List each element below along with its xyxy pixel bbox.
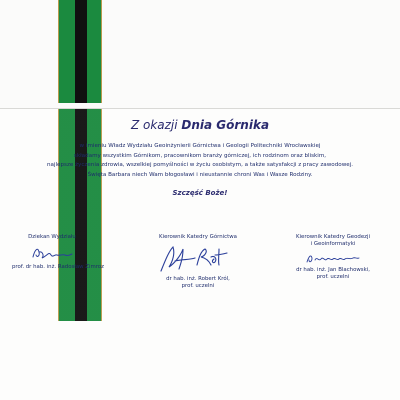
headline-prefix: Z okazji — [130, 118, 182, 132]
handwritten-signature-geodesy-head — [303, 250, 363, 266]
signatory-role: Kierownik Katedry Górnictwa — [159, 234, 237, 240]
message-line: najlepsze życzenia zdrowia, wszelkiej pomyślności w życiu osobistym, a także satysfakcji z pracy zawodowej. — [46, 162, 354, 168]
message-line: Święta Barbara niech Wam błogosławi i nieustannie chroni Was i Wasze Rodziny. — [87, 171, 313, 178]
handwritten-signature-dean — [29, 243, 75, 263]
greeting-text — [0, 118, 400, 197]
signatory-name: prof. dr hab. inż. Radosław Zimroz — [12, 264, 104, 270]
headline-emphasis: Dnia Górnika — [181, 118, 270, 132]
signatory-name: dr hab. inż. Jan Blachowski, — [296, 267, 370, 273]
message-line: w imieniu Władz Wydziału Geoinżynierii Górnictwa i Geologii Politechniki Wrocławskiej — [79, 143, 321, 149]
signatory-role: Kierownik Katedry Geodezji — [296, 234, 370, 240]
signatory-dean — [12, 234, 104, 271]
signatory-role: Dziekan Wydziału — [28, 234, 76, 240]
signatory-geodesy-head — [281, 234, 385, 281]
signatory-mining-head — [143, 234, 253, 290]
mining-ribbon-top — [58, 0, 102, 103]
signatory-title: prof. uczelni — [181, 283, 215, 289]
signatory-name: dr hab. inż. Robert Król, — [166, 276, 230, 282]
greeting-headline — [0, 118, 400, 132]
message-line: składamy wszystkim Górnikom, pracownikom branży górniczej, ich rodzinom oraz bliskim, — [73, 152, 327, 159]
handwritten-signature-mining-head — [153, 243, 243, 275]
signatory-title: prof. uczelni — [316, 274, 350, 280]
closing-blessing: Szczęść Boże! — [172, 189, 228, 197]
signatory-role-line2: i Geoinformatyki — [310, 241, 356, 247]
